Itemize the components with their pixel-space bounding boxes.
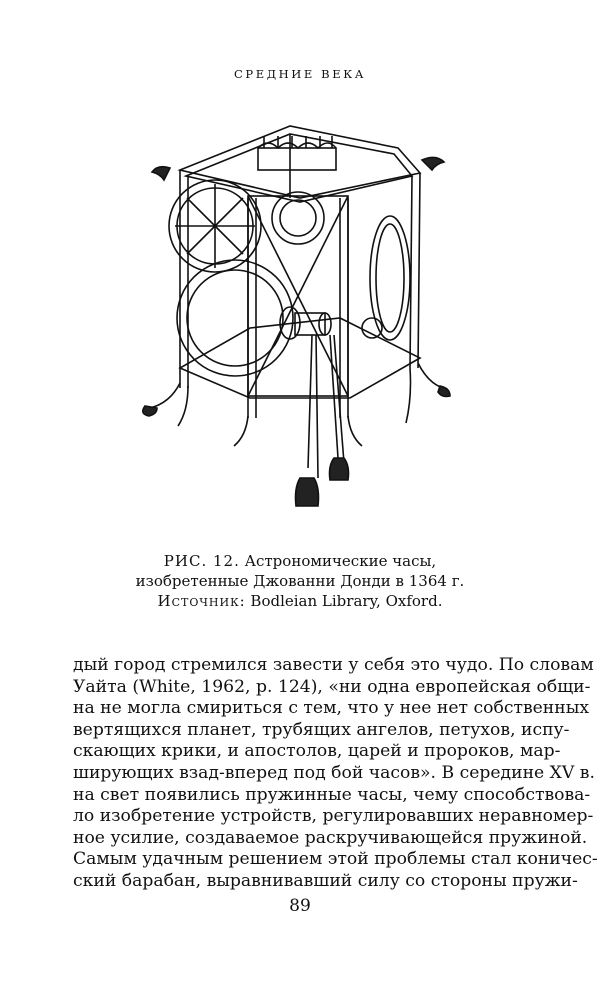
text-line: на свет появились пружинные часы, чему способствова- — [73, 784, 591, 805]
caption-source — [0, 591, 600, 611]
text-line: скающих крики, и апостолов, царей и пророков, мар- — [73, 741, 561, 762]
text-line: вертящихся планет, трубящих ангелов, петухов, испу- — [73, 719, 570, 740]
source-label: Источник: — [157, 592, 246, 610]
caption-label: РИС. 12. — [163, 552, 240, 570]
text-line: ширующих взад-вперед под бой часов». В середине XV в. — [73, 762, 595, 783]
caption-line-1 — [0, 551, 600, 571]
source-text: Bodleian Library, Oxford. — [250, 592, 443, 610]
text-line: на не могла смириться с тем, что у нее нет собственных — [73, 698, 590, 719]
text-line: ский барабан, выравнивавший силу со стороны пружи- — [73, 870, 578, 891]
text-line: ное усилие, создаваемое раскручивающейся пружиной. — [73, 827, 588, 848]
caption-line-2: изобретенные Джованни Донди в 1364 г. — [135, 572, 465, 590]
body-paragraph — [73, 655, 598, 893]
astronomical-clock-illustration — [140, 118, 460, 528]
page-number: 89 — [289, 896, 311, 916]
text-line: Уайта (White, 1962, p. 124), «ни одна европейская общи- — [73, 676, 591, 697]
text-line: Самым удачным решением этой проблемы стал коничес- — [73, 849, 598, 870]
text-line: дый город стремился завести у себя это чудо. По словам — [73, 655, 594, 675]
figure-caption — [0, 551, 600, 611]
text-line: ло изобретение устройств, регулировавших неравномер- — [73, 806, 594, 827]
caption-title: Астрономические часы, — [244, 552, 437, 570]
running-head: СРЕДНИЕ ВЕКА — [233, 67, 367, 81]
